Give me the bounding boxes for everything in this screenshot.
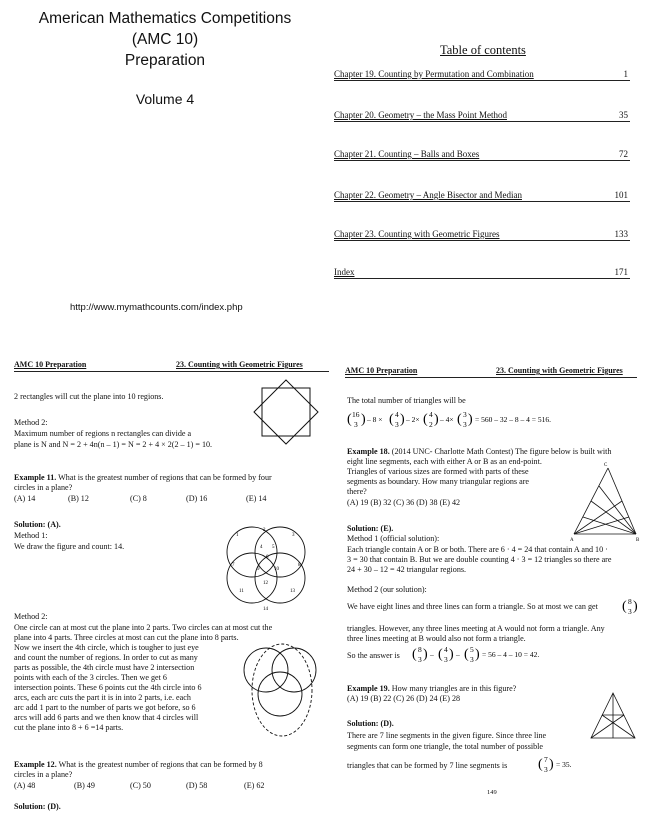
text-line: points with each of the 3 circles. Then we get 6: [14, 673, 167, 682]
solution-label: Solution: (E).: [347, 524, 394, 533]
choice: (C) 8: [130, 494, 147, 503]
toc-chapter: Chapter 20. Geometry – the Mass Point Method: [334, 110, 507, 120]
svg-text:(: (: [423, 412, 428, 427]
page-number: 149: [487, 789, 497, 796]
toc-page: 133: [614, 229, 628, 239]
toc-entry: [334, 266, 630, 279]
example-18-question: [347, 447, 611, 457]
svg-text:3: 3: [354, 420, 358, 429]
vertex-label: B: [636, 538, 640, 543]
text-line: What is the greatest number of regions that can be formed by 8: [58, 760, 263, 769]
left-header-left: AMC 10 Preparation: [14, 360, 87, 369]
text-line: Maximum number of regions n rectangles can divide a: [14, 429, 192, 438]
text-line: 2 rectangles will cut the plane into 10 regions.: [14, 392, 164, 401]
svg-text:(: (: [347, 412, 352, 427]
toc-entry: [334, 228, 630, 241]
choice: (D) 16: [186, 494, 208, 503]
region-number: 10: [274, 567, 279, 572]
region-number: 5: [272, 545, 275, 550]
text-line: intersection points. These 6 points cut the 4th circle into 6: [14, 683, 202, 692]
region-number: 4: [260, 545, 263, 550]
toc-page: 35: [619, 110, 628, 120]
svg-text:– 8 ×: – 8 ×: [367, 415, 383, 424]
vertex-label: A: [570, 538, 574, 543]
toc-entry: [334, 109, 630, 122]
svg-text:3: 3: [470, 655, 474, 664]
cover-title-line: Preparation: [124, 52, 206, 69]
four-circles-figure: [212, 518, 320, 612]
svg-text:): ): [434, 412, 439, 427]
region-number: 1: [236, 533, 239, 538]
text-line: arcs will add 6 parts and we then know that 4 circles will: [14, 713, 199, 722]
text-line: plane into 4 parts. Three circles at most can cut the plane into 8 parts.: [14, 633, 239, 642]
toc-entry: [334, 148, 630, 161]
toc-page: 101: [614, 190, 628, 200]
svg-text:): ): [400, 412, 405, 427]
toc-page: 72: [619, 149, 628, 159]
text-line: So the answer is: [347, 651, 400, 660]
right-header-rule: [345, 377, 637, 378]
text-line: segments as boundary. How many triangular regions are: [347, 477, 529, 486]
svg-text:8: 8: [628, 597, 632, 606]
svg-text:3: 3: [418, 655, 422, 664]
region-number: 8: [298, 563, 301, 568]
svg-text:5: 5: [470, 645, 474, 654]
text-line: segments can form one triangle, the total number of possible: [347, 742, 543, 751]
text-line: 24 + 30 – 12 = 42 triangular regions.: [347, 565, 467, 574]
svg-text:3: 3: [395, 420, 399, 429]
toc-page: 1: [623, 69, 628, 79]
left-header-rule: [14, 371, 329, 372]
toc-chapter: Chapter 22. Geometry – Angle Bisector and Median: [334, 190, 522, 200]
svg-text:7: 7: [544, 755, 548, 764]
svg-text:–: –: [430, 650, 434, 659]
vertex-label: C: [604, 463, 608, 468]
toc-entry: [334, 68, 630, 81]
binomial-8-3: [622, 594, 640, 620]
example-label: Example 11.: [14, 473, 57, 482]
text-line: We have eight lines and three lines can form a triangle. So at most we can get: [347, 602, 598, 611]
triangle-figure-ab: [570, 462, 642, 542]
text-line: parts as possible, the 4th circle must have 2 intersection: [14, 663, 195, 672]
cover-title-line: (AMC 10): [131, 31, 199, 48]
cover-volume: Volume 4: [135, 91, 195, 107]
binomial-formula: [345, 406, 637, 434]
cover-title-line: American Mathematics Competitions: [38, 10, 292, 27]
example-11-question: [14, 473, 272, 483]
text-line: plane is N and N = 2 + 4n(n – 1) = N = 2 + 4 × 2(2 – 1) = 10.: [14, 440, 213, 449]
svg-text:(: (: [538, 757, 543, 772]
text-line: Method 1 (official solution):: [347, 534, 440, 543]
binomial-7-3: [538, 752, 598, 778]
cover-url: http://www.mymathcounts.com/index.php: [70, 302, 243, 313]
svg-text:2: 2: [429, 420, 433, 429]
svg-text:): ): [475, 647, 480, 662]
text-line: arc add 1 part to the number of parts we got before, so 6: [14, 703, 196, 712]
text-line: there?: [347, 487, 367, 496]
text-line: Each triangle contain A or B or both. There are 6 · 4 = 24 that contain A and 10 ·: [347, 545, 608, 554]
choice: (D) 58: [186, 781, 208, 790]
three-circles-figure: [238, 640, 324, 744]
choice: (A) 14: [14, 494, 36, 503]
svg-text:4: 4: [395, 410, 399, 419]
text-line: circles in a plane?: [14, 770, 73, 779]
answer-choices: (A) 19 (B) 32 (C) 36 (D) 38 (E) 42: [347, 498, 461, 507]
solution-label: Solution: (D).: [14, 802, 61, 811]
left-header-right: 23. Counting with Geometric Figures: [176, 360, 303, 369]
example-label: Example 19.: [347, 684, 390, 693]
answer-formula: [412, 642, 572, 668]
svg-text:3: 3: [544, 765, 548, 774]
toc-heading: Table of contents: [440, 43, 526, 57]
text-line: Now we insert the 4th circle, which is tougher to just eye: [14, 643, 199, 652]
svg-text:): ): [361, 412, 366, 427]
region-number: 7: [232, 563, 235, 568]
text-line: triangles. However, any three lines meeting at A would not form a triangle. Any: [347, 624, 605, 633]
solution-label: Solution: (D).: [347, 719, 394, 728]
text-line: (2014 UNC- Charlotte Math Contest) The figure below is built with: [391, 447, 612, 456]
answer-result: = 56 – 4 – 10 = 42.: [482, 650, 540, 659]
svg-text:4: 4: [444, 645, 448, 654]
region-number: 12: [263, 581, 268, 586]
svg-text:(: (: [457, 412, 462, 427]
right-header-left: AMC 10 Preparation: [345, 366, 418, 375]
text-line: cut the plane into 8 + 6 =14 parts.: [14, 723, 124, 732]
region-number: 9: [257, 567, 260, 572]
text-line: triangles that can be formed by 7 line segments is: [347, 761, 508, 770]
answer-choices: (A) 19 (B) 22 (C) 26 (D) 24 (E) 28: [347, 694, 461, 703]
svg-text:8: 8: [418, 645, 422, 654]
region-number: 6: [266, 555, 269, 560]
text-line: and count the number of regions. In order to cut as many: [14, 653, 198, 662]
example-label: Example 18.: [347, 447, 390, 456]
svg-text:–: –: [456, 650, 460, 659]
example-19-question: [347, 684, 516, 694]
choice: (E) 62: [244, 781, 265, 790]
svg-text:– 4×: – 4×: [440, 415, 454, 424]
text-line: There are 7 line segments in the given figure. Since three line: [347, 731, 547, 740]
svg-text:): ): [633, 599, 638, 614]
region-number: 13: [290, 589, 295, 594]
svg-text:): ): [549, 757, 554, 772]
svg-text:3: 3: [628, 607, 632, 616]
text-line: Method 2 (our solution):: [347, 585, 427, 594]
text-line: three lines meeting at B would also not form a triangle.: [347, 634, 526, 643]
svg-text:): ): [449, 647, 454, 662]
toc-chapter: Chapter 19. Counting by Permutation and Combination: [334, 69, 534, 79]
text-line: Method 2:: [14, 418, 48, 427]
example-label: Example 12.: [14, 760, 57, 769]
svg-text:3: 3: [444, 655, 448, 664]
toc-entry: [334, 189, 630, 202]
svg-text:– 2×: – 2×: [406, 415, 420, 424]
svg-text:(: (: [622, 599, 627, 614]
text-line: What is the greatest number of regions that can be formed by four: [58, 473, 272, 482]
text-line: Method 1:: [14, 531, 48, 540]
svg-text:4: 4: [429, 410, 433, 419]
toc-chapter: Chapter 23. Counting with Geometric Figures: [334, 229, 500, 239]
choice: (A) 48: [14, 781, 36, 790]
cover-title: [0, 8, 330, 71]
text-line: 3 = 30 that contain B. But we are double counting 4 · 3 = 12 triangles so there are: [347, 555, 612, 564]
toc-page: 171: [614, 267, 628, 277]
svg-text:(: (: [389, 412, 394, 427]
svg-text:3: 3: [463, 420, 467, 429]
triangle-figure-19: [588, 690, 638, 742]
choice: (B) 49: [74, 781, 95, 790]
text-line: eight line segments, each with either A or B as an end-point.: [347, 457, 542, 466]
svg-text:(: (: [464, 647, 469, 662]
text-line: Method 2:: [14, 612, 48, 621]
text-line: One circle can at most cut the plane into 2 parts. Two circles can at most cut the: [14, 623, 273, 632]
toc-chapter: Chapter 21. Counting – Balls and Boxes: [334, 149, 480, 159]
choice: (E) 14: [246, 494, 267, 503]
choice: (B) 12: [68, 494, 89, 503]
svg-text:): ): [468, 412, 473, 427]
region-number: 14: [263, 607, 268, 612]
right-header-right: 23. Counting with Geometric Figures: [496, 366, 623, 375]
solution-label: Solution: (A).: [14, 520, 61, 529]
toc-chapter: Index: [334, 267, 355, 277]
region-number: 3: [292, 533, 295, 538]
rectangles-figure: [252, 378, 320, 446]
example-12-question: [14, 760, 263, 770]
svg-text:): ): [423, 647, 428, 662]
svg-text:(: (: [412, 647, 417, 662]
text-line: How many triangles are in this figure?: [391, 684, 517, 693]
text-line: The total number of triangles will be: [347, 396, 466, 405]
text-line: Triangles of various sizes are formed with parts of these: [347, 467, 529, 476]
text-line: We draw the figure and count: 14.: [14, 542, 125, 551]
svg-text:(: (: [438, 647, 443, 662]
binomial-result: = 35.: [556, 760, 572, 769]
formula-result: = 560 – 32 – 8 – 4 = 516.: [475, 415, 551, 424]
svg-text:3: 3: [463, 410, 467, 419]
region-number: 11: [239, 589, 244, 594]
choice: (C) 50: [130, 781, 151, 790]
svg-text:16: 16: [352, 410, 360, 419]
text-line: arcs, each arc cuts the part it is in into 2 parts, i.e. each: [14, 693, 191, 702]
region-number: 2: [263, 528, 266, 533]
text-line: circles in a plane?: [14, 483, 73, 492]
